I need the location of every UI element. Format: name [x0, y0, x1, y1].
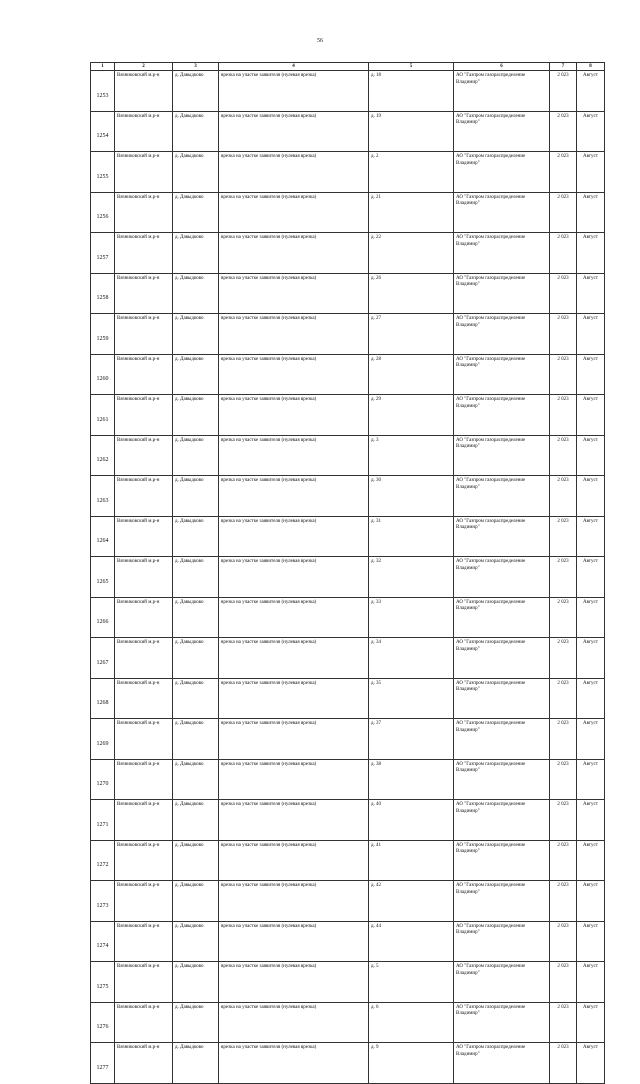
district-cell: Вязниковский м.р-н: [115, 354, 173, 395]
work-type-cell: врезка на участке заявителя (нулевая врезка): [219, 921, 369, 962]
work-type-cell: врезка на участке заявителя (нулевая врезка): [219, 1002, 369, 1043]
column-header-4: 4: [219, 63, 369, 71]
row-number: 1254: [91, 111, 115, 152]
table-row: [91, 314, 605, 355]
table-row: [91, 435, 605, 476]
table-row: [91, 516, 605, 557]
row-number: 1277: [91, 1043, 115, 1084]
work-type-cell: врезка на участке заявителя (нулевая врезка): [219, 557, 369, 598]
district-cell: Вязниковский м.р-н: [115, 71, 173, 112]
settlement-cell: д. Давыдково: [173, 557, 219, 598]
settlement-cell: д. Давыдково: [173, 273, 219, 314]
year-cell: 2 023: [550, 800, 577, 841]
settlement-cell: д. Давыдково: [173, 233, 219, 274]
organization-cell: АО "Газпром газораспределение Владимир": [454, 678, 550, 719]
month-cell: Август: [577, 1002, 605, 1043]
table-row: [91, 152, 605, 193]
house-cell: д. 41: [369, 840, 454, 881]
settlement-cell: д. Давыдково: [173, 881, 219, 922]
year-cell: 2 023: [550, 111, 577, 152]
register-table: [90, 62, 605, 1084]
work-type-cell: врезка на участке заявителя (нулевая врезка): [219, 476, 369, 517]
district-cell: Вязниковский м.р-н: [115, 273, 173, 314]
house-cell: д. 37: [369, 719, 454, 760]
organization-cell: АО "Газпром газораспределение Владимир": [454, 597, 550, 638]
month-cell: Август: [577, 111, 605, 152]
organization-cell: АО "Газпром газораспределение Владимир": [454, 111, 550, 152]
organization-cell: АО "Газпром газораспределение Владимир": [454, 1002, 550, 1043]
table-row: [91, 962, 605, 1003]
row-number: 1260: [91, 354, 115, 395]
year-cell: 2 023: [550, 273, 577, 314]
district-cell: Вязниковский м.р-н: [115, 597, 173, 638]
organization-cell: АО "Газпром газораспределение Владимир": [454, 476, 550, 517]
house-cell: д. 44: [369, 921, 454, 962]
row-number: 1262: [91, 435, 115, 476]
district-cell: Вязниковский м.р-н: [115, 719, 173, 760]
table-row: [91, 597, 605, 638]
column-header-6: 6: [454, 63, 550, 71]
district-cell: Вязниковский м.р-н: [115, 476, 173, 517]
column-header-3: 3: [173, 63, 219, 71]
row-number: 1259: [91, 314, 115, 355]
row-number: 1271: [91, 800, 115, 841]
year-cell: 2 023: [550, 678, 577, 719]
month-cell: Август: [577, 273, 605, 314]
house-cell: д. 42: [369, 881, 454, 922]
district-cell: Вязниковский м.р-н: [115, 921, 173, 962]
settlement-cell: д. Давыдково: [173, 962, 219, 1003]
table-row: [91, 192, 605, 233]
year-cell: 2 023: [550, 840, 577, 881]
work-type-cell: врезка на участке заявителя (нулевая врезка): [219, 516, 369, 557]
year-cell: 2 023: [550, 435, 577, 476]
house-cell: д. 3: [369, 435, 454, 476]
organization-cell: АО "Газпром газораспределение Владимир": [454, 881, 550, 922]
organization-cell: АО "Газпром газораспределение Владимир": [454, 273, 550, 314]
house-cell: д. 35: [369, 678, 454, 719]
month-cell: Август: [577, 719, 605, 760]
work-type-cell: врезка на участке заявителя (нулевая врезка): [219, 840, 369, 881]
work-type-cell: врезка на участке заявителя (нулевая врезка): [219, 759, 369, 800]
district-cell: Вязниковский м.р-н: [115, 233, 173, 274]
organization-cell: АО "Газпром газораспределение Владимир": [454, 435, 550, 476]
year-cell: 2 023: [550, 1043, 577, 1084]
table-row: [91, 1043, 605, 1084]
house-cell: д. 9: [369, 1043, 454, 1084]
month-cell: Август: [577, 71, 605, 112]
district-cell: Вязниковский м.р-н: [115, 1002, 173, 1043]
organization-cell: АО "Газпром газораспределение Владимир": [454, 1043, 550, 1084]
organization-cell: АО "Газпром газораспределение Владимир": [454, 719, 550, 760]
work-type-cell: врезка на участке заявителя (нулевая врезка): [219, 1043, 369, 1084]
district-cell: Вязниковский м.р-н: [115, 1043, 173, 1084]
work-type-cell: врезка на участке заявителя (нулевая врезка): [219, 597, 369, 638]
work-type-cell: врезка на участке заявителя (нулевая врезка): [219, 881, 369, 922]
month-cell: Август: [577, 314, 605, 355]
row-number: 1258: [91, 273, 115, 314]
row-number: 1264: [91, 516, 115, 557]
year-cell: 2 023: [550, 71, 577, 112]
house-cell: д. 27: [369, 314, 454, 355]
month-cell: Август: [577, 638, 605, 679]
year-cell: 2 023: [550, 1002, 577, 1043]
month-cell: Август: [577, 881, 605, 922]
table-row: [91, 678, 605, 719]
house-cell: д. 30: [369, 476, 454, 517]
district-cell: Вязниковский м.р-н: [115, 111, 173, 152]
year-cell: 2 023: [550, 395, 577, 436]
year-cell: 2 023: [550, 881, 577, 922]
table-row: [91, 476, 605, 517]
month-cell: Август: [577, 192, 605, 233]
row-number: 1268: [91, 678, 115, 719]
table-row: [91, 719, 605, 760]
district-cell: Вязниковский м.р-н: [115, 638, 173, 679]
month-cell: Август: [577, 759, 605, 800]
house-cell: д. 21: [369, 192, 454, 233]
month-cell: Август: [577, 597, 605, 638]
organization-cell: АО "Газпром газораспределение Владимир": [454, 395, 550, 436]
settlement-cell: д. Давыдково: [173, 111, 219, 152]
column-header-7: 7: [550, 63, 577, 71]
work-type-cell: врезка на участке заявителя (нулевая врезка): [219, 638, 369, 679]
column-header-1: 1: [91, 63, 115, 71]
table-row: [91, 273, 605, 314]
house-cell: д. 6: [369, 1002, 454, 1043]
month-cell: Август: [577, 476, 605, 517]
work-type-cell: врезка на участке заявителя (нулевая врезка): [219, 962, 369, 1003]
row-number: 1270: [91, 759, 115, 800]
organization-cell: АО "Газпром газораспределение Владимир": [454, 192, 550, 233]
work-type-cell: врезка на участке заявителя (нулевая врезка): [219, 395, 369, 436]
table-row: [91, 233, 605, 274]
house-cell: д. 33: [369, 597, 454, 638]
month-cell: Август: [577, 395, 605, 436]
table-row: [91, 71, 605, 112]
work-type-cell: врезка на участке заявителя (нулевая врезка): [219, 314, 369, 355]
district-cell: Вязниковский м.р-н: [115, 557, 173, 598]
table-row: [91, 557, 605, 598]
house-cell: д. 26: [369, 273, 454, 314]
organization-cell: АО "Газпром газораспределение Владимир": [454, 71, 550, 112]
settlement-cell: д. Давыдково: [173, 678, 219, 719]
column-header-2: 2: [115, 63, 173, 71]
year-cell: 2 023: [550, 638, 577, 679]
row-number: 1256: [91, 192, 115, 233]
year-cell: 2 023: [550, 192, 577, 233]
row-number: 1253: [91, 71, 115, 112]
column-header-8: 8: [577, 63, 605, 71]
house-cell: д. 40: [369, 800, 454, 841]
organization-cell: АО "Газпром газораспределение Владимир": [454, 354, 550, 395]
settlement-cell: д. Давыдково: [173, 395, 219, 436]
row-number: 1263: [91, 476, 115, 517]
table-row: [91, 638, 605, 679]
year-cell: 2 023: [550, 516, 577, 557]
organization-cell: АО "Газпром газораспределение Владимир": [454, 962, 550, 1003]
organization-cell: АО "Газпром газораспределение Владимир": [454, 557, 550, 598]
year-cell: 2 023: [550, 152, 577, 193]
month-cell: Август: [577, 152, 605, 193]
month-cell: Август: [577, 800, 605, 841]
work-type-cell: врезка на участке заявителя (нулевая врезка): [219, 719, 369, 760]
month-cell: Август: [577, 1043, 605, 1084]
settlement-cell: д. Давыдково: [173, 516, 219, 557]
year-cell: 2 023: [550, 233, 577, 274]
year-cell: 2 023: [550, 354, 577, 395]
row-number: 1273: [91, 881, 115, 922]
column-header-5: 5: [369, 63, 454, 71]
settlement-cell: д. Давыдково: [173, 840, 219, 881]
work-type-cell: врезка на участке заявителя (нулевая врезка): [219, 800, 369, 841]
page-number: 56: [317, 38, 323, 44]
work-type-cell: врезка на участке заявителя (нулевая врезка): [219, 354, 369, 395]
row-number: 1261: [91, 395, 115, 436]
work-type-cell: врезка на участке заявителя (нулевая врезка): [219, 273, 369, 314]
district-cell: Вязниковский м.р-н: [115, 840, 173, 881]
work-type-cell: врезка на участке заявителя (нулевая врезка): [219, 152, 369, 193]
district-cell: Вязниковский м.р-н: [115, 800, 173, 841]
month-cell: Август: [577, 435, 605, 476]
month-cell: Август: [577, 962, 605, 1003]
organization-cell: АО "Газпром газораспределение Владимир": [454, 516, 550, 557]
settlement-cell: д. Давыдково: [173, 476, 219, 517]
settlement-cell: д. Давыдково: [173, 1002, 219, 1043]
work-type-cell: врезка на участке заявителя (нулевая врезка): [219, 111, 369, 152]
settlement-cell: д. Давыдково: [173, 921, 219, 962]
settlement-cell: д. Давыдково: [173, 71, 219, 112]
month-cell: Август: [577, 354, 605, 395]
organization-cell: АО "Газпром газораспределение Владимир": [454, 233, 550, 274]
row-number: 1276: [91, 1002, 115, 1043]
settlement-cell: д. Давыдково: [173, 192, 219, 233]
district-cell: Вязниковский м.р-н: [115, 678, 173, 719]
year-cell: 2 023: [550, 759, 577, 800]
organization-cell: АО "Газпром газораспределение Владимир": [454, 800, 550, 841]
header-row: [91, 63, 605, 71]
row-number: 1255: [91, 152, 115, 193]
house-cell: д. 29: [369, 395, 454, 436]
district-cell: Вязниковский м.р-н: [115, 395, 173, 436]
district-cell: Вязниковский м.р-н: [115, 759, 173, 800]
month-cell: Август: [577, 557, 605, 598]
table-row: [91, 1002, 605, 1043]
settlement-cell: д. Давыдково: [173, 759, 219, 800]
organization-cell: АО "Газпром газораспределение Владимир": [454, 314, 550, 355]
district-cell: Вязниковский м.р-н: [115, 962, 173, 1003]
settlement-cell: д. Давыдково: [173, 1043, 219, 1084]
organization-cell: АО "Газпром газораспределение Владимир": [454, 759, 550, 800]
year-cell: 2 023: [550, 921, 577, 962]
district-cell: Вязниковский м.р-н: [115, 881, 173, 922]
district-cell: Вязниковский м.р-н: [115, 516, 173, 557]
house-cell: д. 5: [369, 962, 454, 1003]
month-cell: Август: [577, 678, 605, 719]
table-row: [91, 354, 605, 395]
work-type-cell: врезка на участке заявителя (нулевая врезка): [219, 71, 369, 112]
settlement-cell: д. Давыдково: [173, 152, 219, 193]
year-cell: 2 023: [550, 962, 577, 1003]
house-cell: д. 28: [369, 354, 454, 395]
organization-cell: АО "Газпром газораспределение Владимир": [454, 638, 550, 679]
district-cell: Вязниковский м.р-н: [115, 435, 173, 476]
table-row: [91, 395, 605, 436]
table-row: [91, 800, 605, 841]
table-row: [91, 111, 605, 152]
district-cell: Вязниковский м.р-н: [115, 314, 173, 355]
row-number: 1265: [91, 557, 115, 598]
house-cell: д. 2: [369, 152, 454, 193]
settlement-cell: д. Давыдково: [173, 354, 219, 395]
table-row: [91, 759, 605, 800]
house-cell: д. 38: [369, 759, 454, 800]
table-row: [91, 921, 605, 962]
house-cell: д. 34: [369, 638, 454, 679]
work-type-cell: врезка на участке заявителя (нулевая врезка): [219, 435, 369, 476]
settlement-cell: д. Давыдково: [173, 638, 219, 679]
year-cell: 2 023: [550, 476, 577, 517]
row-number: 1272: [91, 840, 115, 881]
settlement-cell: д. Давыдково: [173, 435, 219, 476]
organization-cell: АО "Газпром газораспределение Владимир": [454, 152, 550, 193]
settlement-cell: д. Давыдково: [173, 314, 219, 355]
house-cell: д. 22: [369, 233, 454, 274]
row-number: 1275: [91, 962, 115, 1003]
month-cell: Август: [577, 516, 605, 557]
work-type-cell: врезка на участке заявителя (нулевая врезка): [219, 192, 369, 233]
settlement-cell: д. Давыдково: [173, 597, 219, 638]
year-cell: 2 023: [550, 597, 577, 638]
settlement-cell: д. Давыдково: [173, 719, 219, 760]
row-number: 1269: [91, 719, 115, 760]
settlement-cell: д. Давыдково: [173, 800, 219, 841]
house-cell: д. 32: [369, 557, 454, 598]
house-cell: д. 18: [369, 71, 454, 112]
month-cell: Август: [577, 233, 605, 274]
row-number: 1267: [91, 638, 115, 679]
table-row: [91, 840, 605, 881]
month-cell: Август: [577, 921, 605, 962]
organization-cell: АО "Газпром газораспределение Владимир": [454, 840, 550, 881]
year-cell: 2 023: [550, 557, 577, 598]
row-number: 1274: [91, 921, 115, 962]
district-cell: Вязниковский м.р-н: [115, 192, 173, 233]
row-number: 1257: [91, 233, 115, 274]
table-row: [91, 881, 605, 922]
district-cell: Вязниковский м.р-н: [115, 152, 173, 193]
house-cell: д. 19: [369, 111, 454, 152]
row-number: 1266: [91, 597, 115, 638]
year-cell: 2 023: [550, 314, 577, 355]
house-cell: д. 31: [369, 516, 454, 557]
month-cell: Август: [577, 840, 605, 881]
year-cell: 2 023: [550, 719, 577, 760]
work-type-cell: врезка на участке заявителя (нулевая врезка): [219, 233, 369, 274]
work-type-cell: врезка на участке заявителя (нулевая врезка): [219, 678, 369, 719]
organization-cell: АО "Газпром газораспределение Владимир": [454, 921, 550, 962]
